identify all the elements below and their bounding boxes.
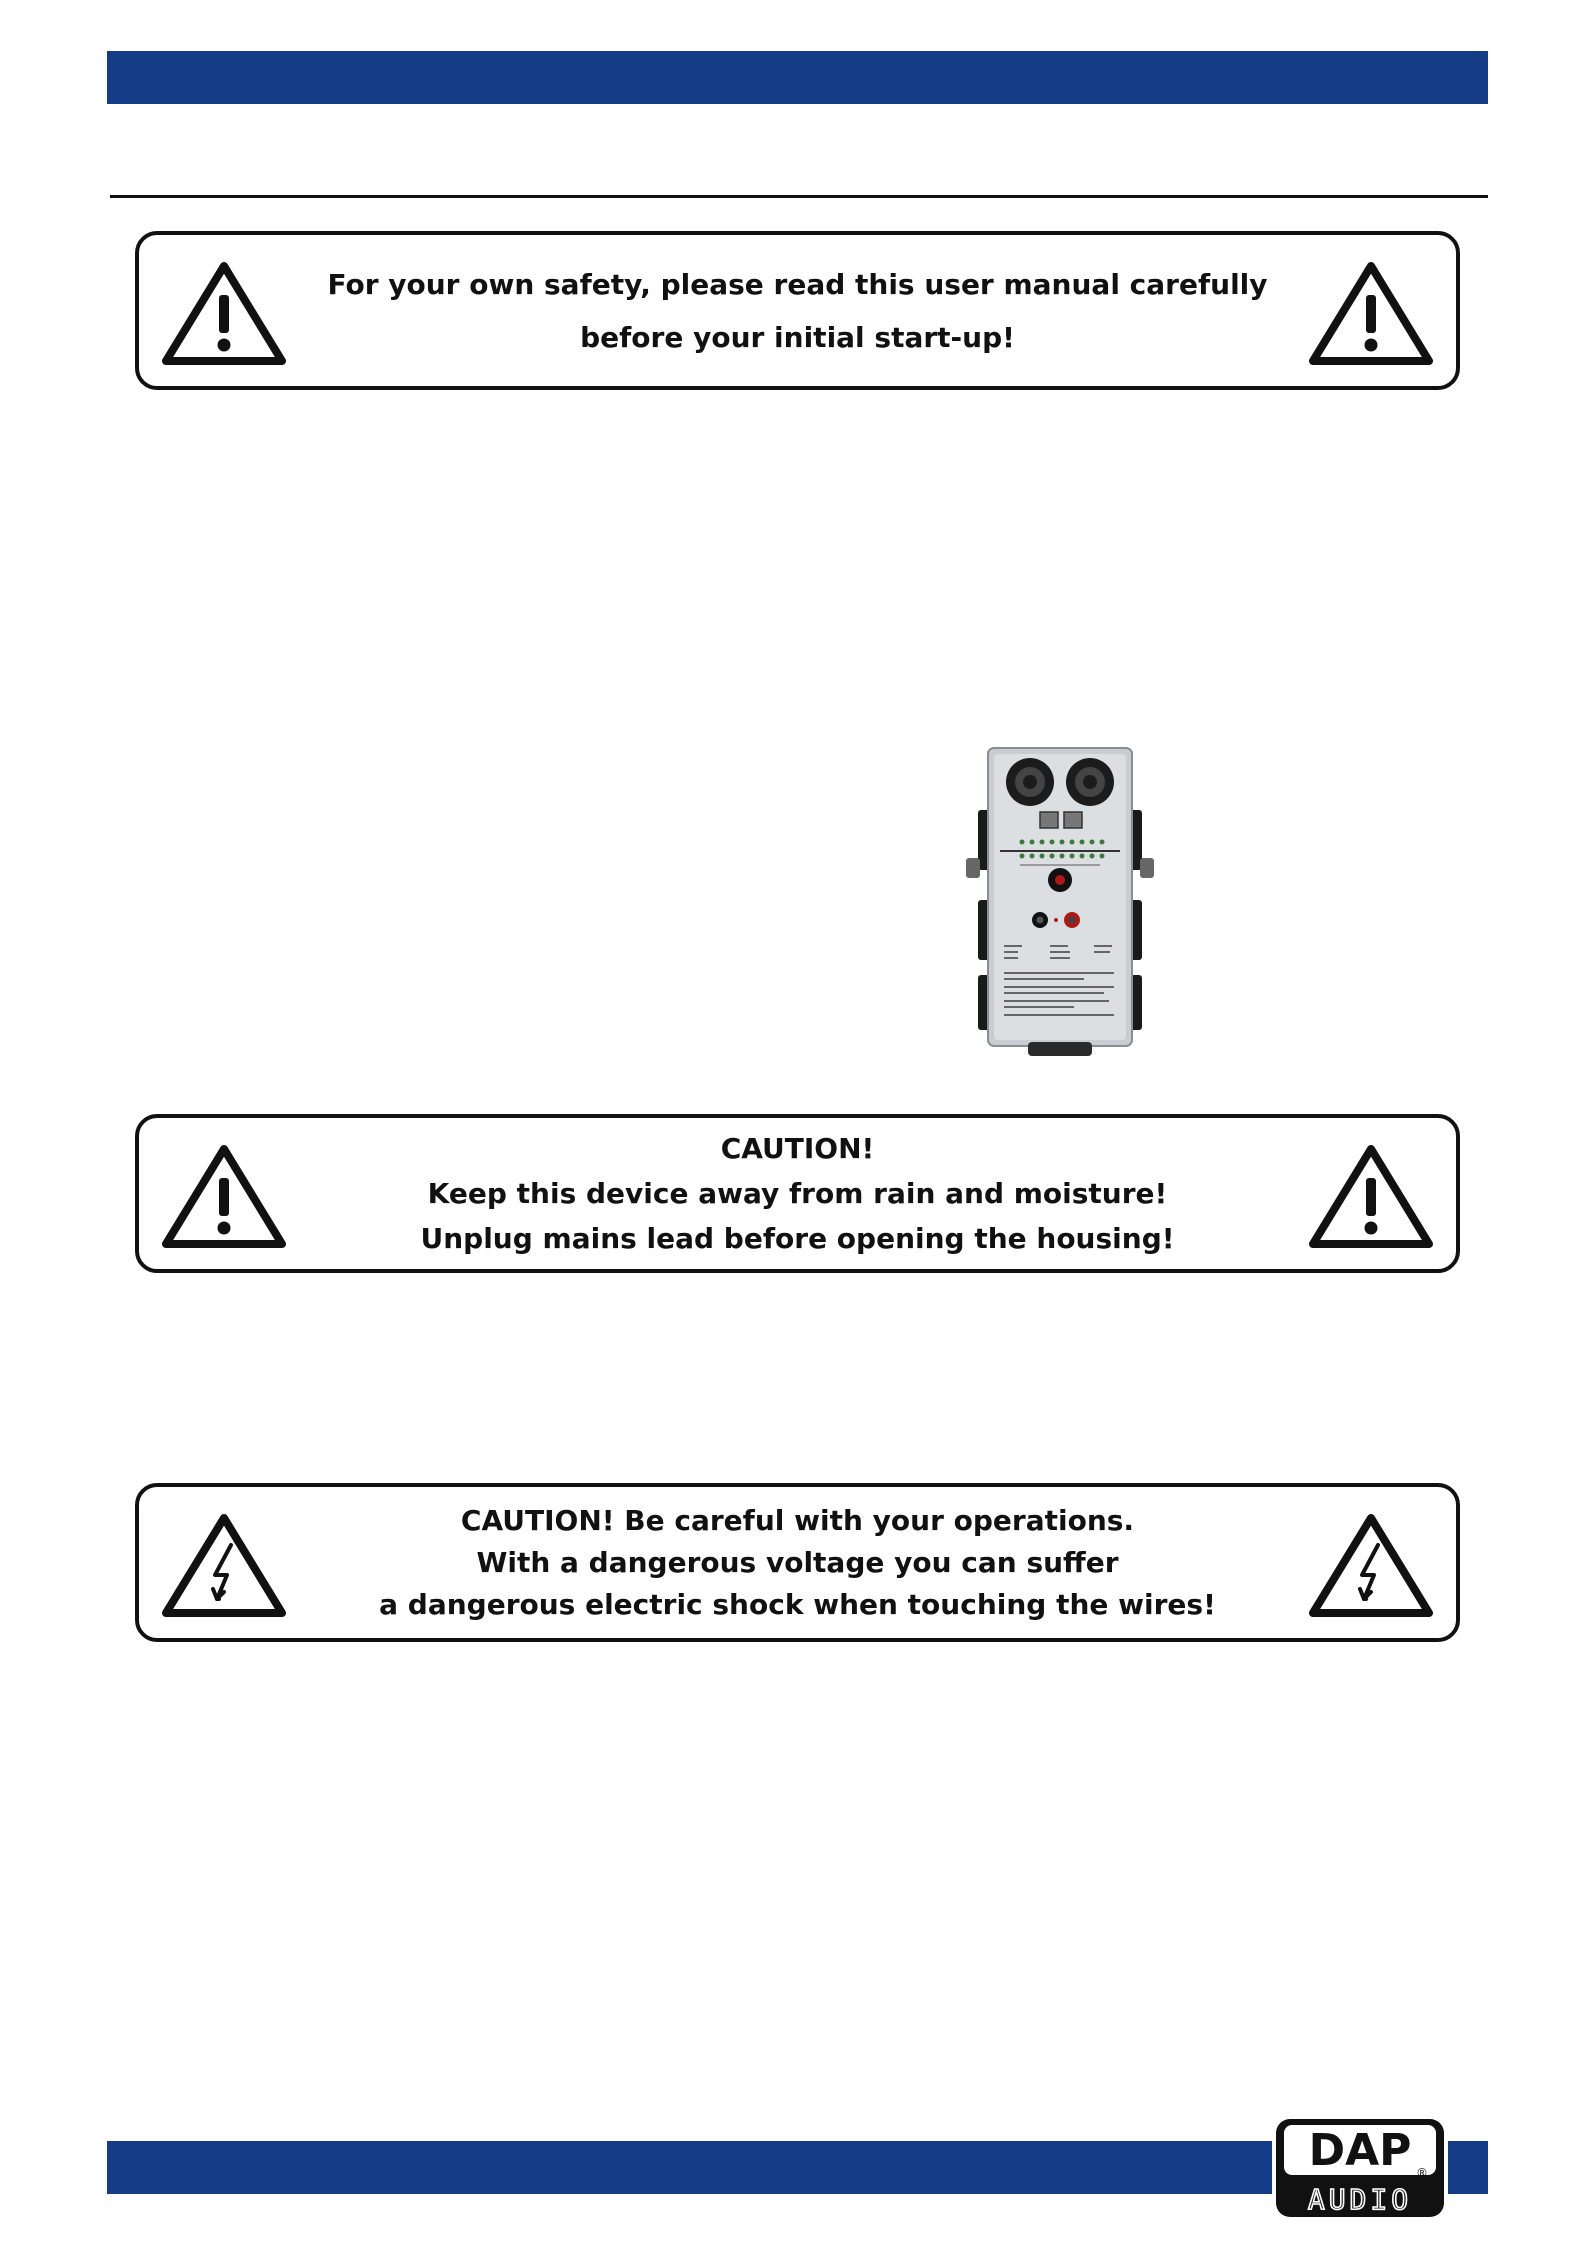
logo-audio-text: AUDIO	[1307, 2183, 1413, 2216]
caution-shock-text	[309, 1487, 1286, 1638]
caution-moisture-line-2: Keep this device away from rain and moisture!	[427, 1177, 1168, 1210]
cable-tester-device-image	[960, 740, 1160, 1060]
warning-triangle-icon	[1308, 1144, 1434, 1250]
warning-triangle-icon	[1308, 261, 1434, 367]
caution-shock-line-1: CAUTION! Be careful with your operations.	[460, 1503, 1135, 1537]
high-voltage-triangle-icon	[161, 1513, 287, 1619]
warning-triangle-icon	[161, 261, 287, 367]
safety-notice-text	[309, 235, 1286, 386]
warning-triangle-icon	[161, 1144, 287, 1250]
header-rule	[110, 195, 1488, 198]
caution-shock-box	[135, 1483, 1460, 1642]
high-voltage-triangle-icon	[1308, 1513, 1434, 1619]
caution-shock-line-3: a dangerous electric shock when touching the wires!	[379, 1587, 1216, 1621]
logo-registered-mark: ®	[1416, 2166, 1428, 2180]
caution-moisture-line-3: Unplug mains lead before opening the housing!	[420, 1222, 1175, 1255]
dap-audio-logo	[1272, 2115, 1448, 2221]
caution-moisture-text	[309, 1118, 1286, 1269]
caution-moisture-box	[135, 1114, 1460, 1273]
safety-notice-box	[135, 231, 1460, 390]
safety-notice-line-1: For your own safety, please read this user manual carefully	[327, 267, 1268, 301]
logo-dap-text: DAP	[1308, 2125, 1412, 2176]
caution-shock-line-2: With a dangerous voltage you can suffer	[476, 1545, 1119, 1579]
safety-notice-line-2: before your initial start-up!	[580, 320, 1015, 354]
header-bar	[107, 51, 1488, 104]
caution-moisture-line-1: CAUTION!	[720, 1132, 875, 1165]
